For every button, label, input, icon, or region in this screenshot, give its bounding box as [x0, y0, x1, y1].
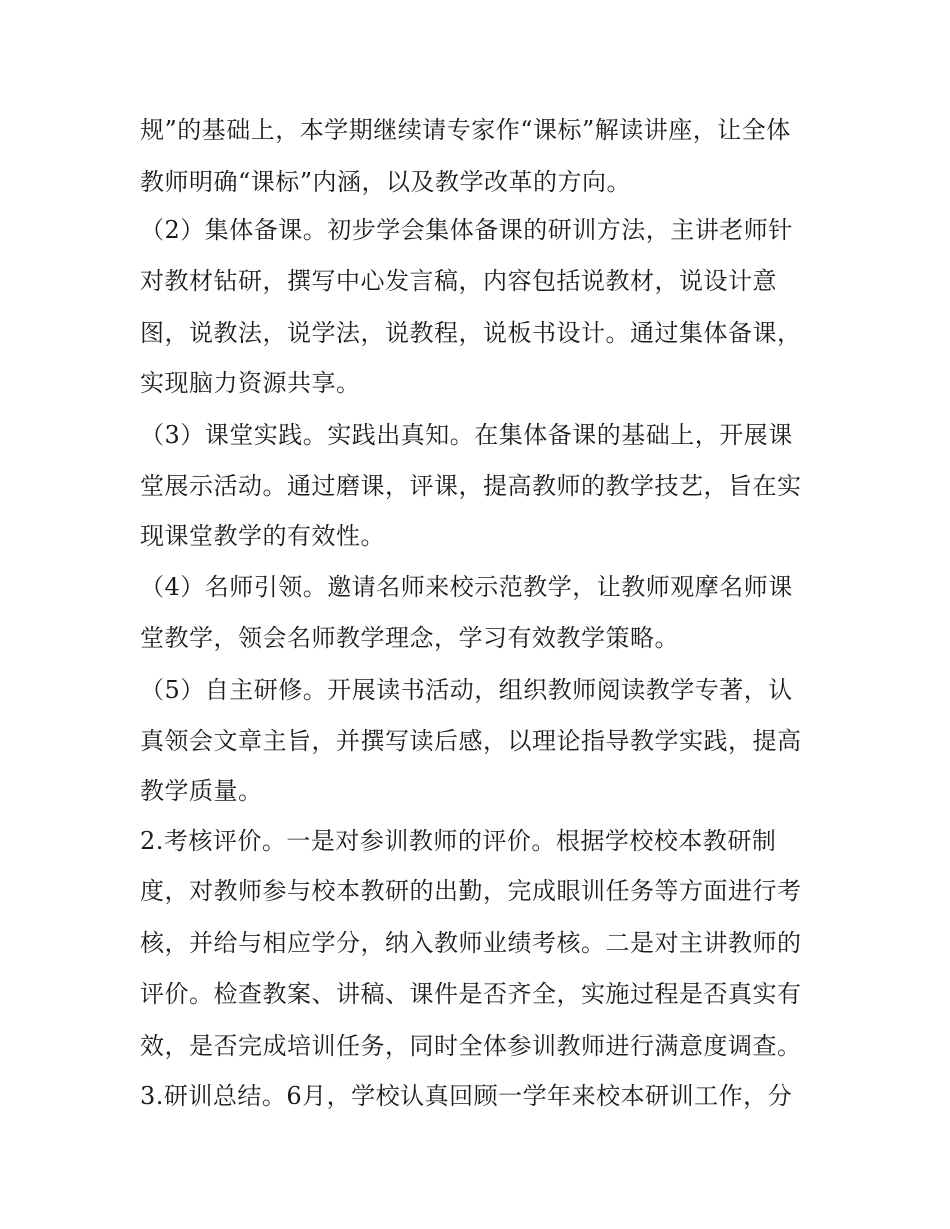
- text-line: 核，并给与相应学分，纳入教师业绩考核。二是对主讲教师的: [140, 929, 802, 957]
- text-line: 教师明确“课标”内涵，以及教学改革的方向。: [140, 168, 632, 196]
- text-line: 教学质量。: [140, 777, 263, 805]
- text-line: 2.考核评价。一是对参训教师的评价。根据学校校本教研制: [140, 827, 777, 855]
- text-line: 真领会文章主旨，并撰写读后感，以理论指导教学实践，提高: [140, 727, 802, 755]
- text-line: 3.研训总结。6月，学校认真回顾一学年来校本研训工作，分: [140, 1082, 793, 1110]
- text-line: 图，说教法，说学法，说教程，说板书设计。通过集体备课，: [140, 319, 802, 347]
- text-line: 现课堂教学的有效性。: [140, 522, 385, 550]
- text-line: 规”的基础上，本学期继续请专家作“课标”解读讲座，让全体: [140, 116, 791, 144]
- text-line: 评价。检查教案、讲稿、课件是否齐全，实施过程是否真实有: [140, 980, 802, 1008]
- text-line: （4）名师引领。邀请名师来校示范教学，让教师观摩名师课: [140, 573, 793, 601]
- text-line: （3）课堂实践。实践出真知。在集体备课的基础上，开展课: [140, 421, 793, 449]
- text-line: 实现脑力资源共享。: [140, 369, 361, 397]
- text-line: 堂教学，领会名师教学理念，学习有效教学策略。: [140, 624, 679, 652]
- text-line: 对教材钻研，撰写中心发言稿，内容包括说教材，说设计意: [140, 267, 777, 295]
- text-line: 效，是否完成培训任务，同时全体参训教师进行满意度调查。: [140, 1032, 802, 1060]
- text-line: 堂展示活动。通过磨课，评课，提高教师的教学技艺，旨在实: [140, 472, 802, 500]
- text-line: （5）自主研修。开展读书活动，组织教师阅读教学专著，认: [140, 676, 793, 704]
- text-line: 度，对教师参与校本教研的出勤，完成眼训任务等方面进行考: [140, 877, 802, 905]
- text-line: （2）集体备课。初步学会集体备课的研训方法，主讲老师针: [140, 216, 793, 244]
